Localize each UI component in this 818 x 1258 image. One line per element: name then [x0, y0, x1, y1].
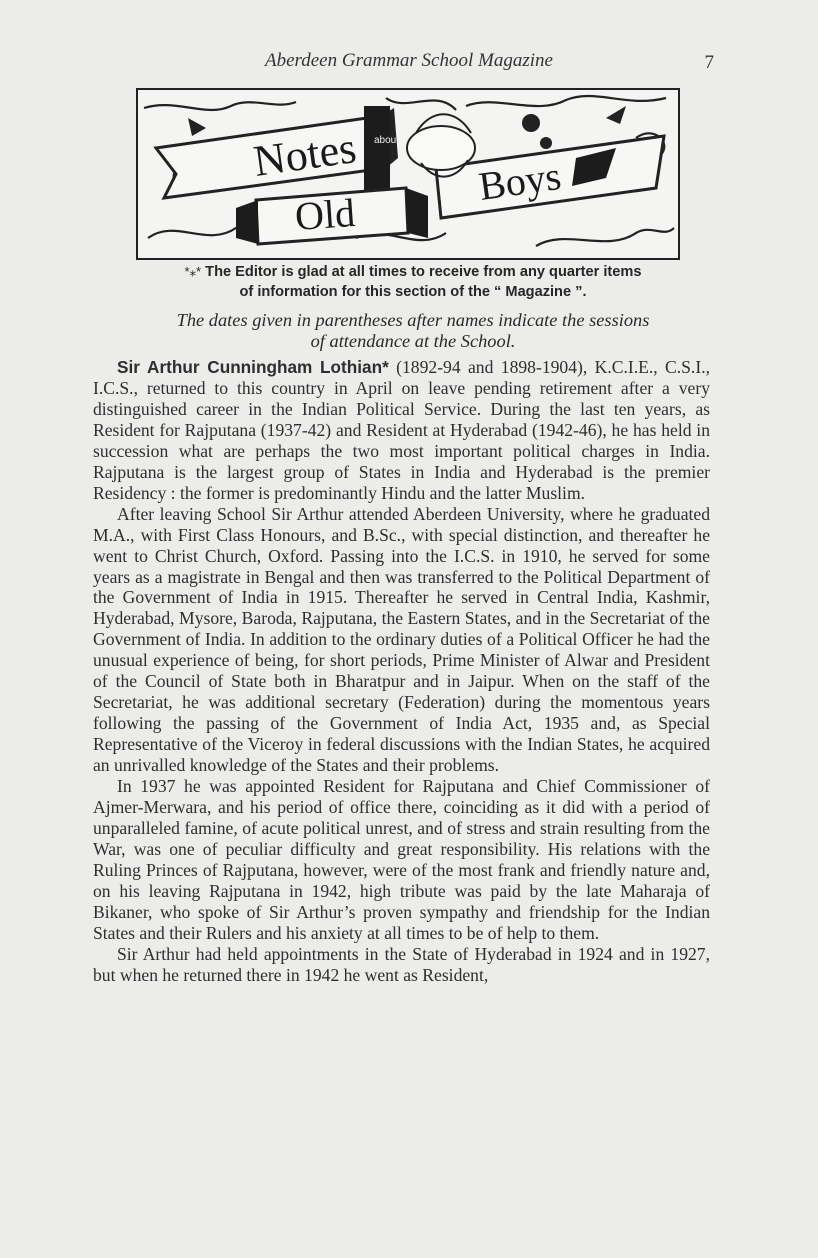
dates-note-line-1: The dates given in parentheses after names indicate the sessions: [176, 310, 650, 330]
subject-name: Sir Arthur Cunningham Lothian*: [117, 357, 389, 377]
notice-line-2: of information for this section of the “ Magazine ”.: [239, 284, 587, 300]
page-number: 7: [704, 52, 714, 73]
banner-word-boys: Boys: [475, 152, 564, 209]
dates-note-line-2: of attendance at the School.: [310, 331, 516, 351]
article-body: [93, 357, 710, 986]
banner-word-about: about: [374, 135, 400, 146]
notes-about-old-boys-banner: [136, 88, 680, 260]
dates-explanation: [118, 310, 708, 352]
notice-line-1: The Editor is glad at all times to receive from any quarter items: [205, 264, 642, 280]
banner-word-notes: Notes: [250, 123, 360, 186]
paragraph-1-text: (1892-94 and 1898-1904), K.C.I.E., C.S.I., I.C.S., returned to this country in April on leave pending retirement after a very distinguished career in the Indian Political Service. During the last ten years, as Resident for Rajputana (1937-42) and Resident at Hyderabad (1942-46), he has held in succession what are perhaps the two most important political charges in India. Rajputana is the largest group of States in India and Hyderabad is the premier Residency : the former is predominantly Hindu and the latter Muslim.: [93, 357, 710, 503]
article-paragraph-3: In 1937 he was appointed Resident for Rajputana and Chief Commissioner of Ajmer-Merwara, and his period of office there, coinciding as it did with a period of unparalleled famine, of acute political unrest, and of stress and strain resulting from the War, was one of peculiar difficulty and great responsibility. His relations with the Ruling Princes of Rajputana, however, were of the most frank and friendly nature and, on his leaving Rajputana in 1942, high tribute was paid by the late Maharaja of Bikaner, who spoke of Sir Arthur’s proven sympathy and friendship for the Indian States and their Rulers and his anxiety at all times to be of help to them.: [93, 776, 710, 943]
article-paragraph-1: [93, 357, 710, 504]
article-paragraph-4: Sir Arthur had held appointments in the State of Hyderabad in 1924 and in 1927, but when he returned there in 1942 he went as Resident,: [93, 943, 710, 985]
editor-notice: [118, 262, 708, 302]
notice-asterisks: *⁎*: [184, 264, 202, 279]
article-paragraph-2: After leaving School Sir Arthur attended Aberdeen University, where he graduated M.A., with First Class Honours, and B.Sc., with special distinction, and thereafter he went to Christ Church, Oxford. Passing into the I.C.S. in 1910, he served for some years as a magistrate in Bengal and then was transferred to the Political Department of the Government of India in 1915. Thereafter he served in Central India, Kashmir, Hyderabad, Mysore, Baroda, Rajputana, the Eastern States, and in the Secretariat of the Government of India. In addition to the ordinary duties of a Political Officer he had the unusual experience of being, for short periods, Prime Minister of Alwar and President of the Council of State both in Bharatpur and in Jaipur. When on the staff of the Secretariat, he was additional secretary (Federation) during the momentous years following the passing of the Government of India Act, 1935 and, as Special Representative of the Viceroy in federal discussions with the Indian States, he acquired an unrivalled knowledge of the States and their problems.: [93, 503, 710, 776]
running-head: Aberdeen Grammar School Magazine: [265, 50, 553, 71]
banner-word-old: Old: [293, 189, 357, 239]
